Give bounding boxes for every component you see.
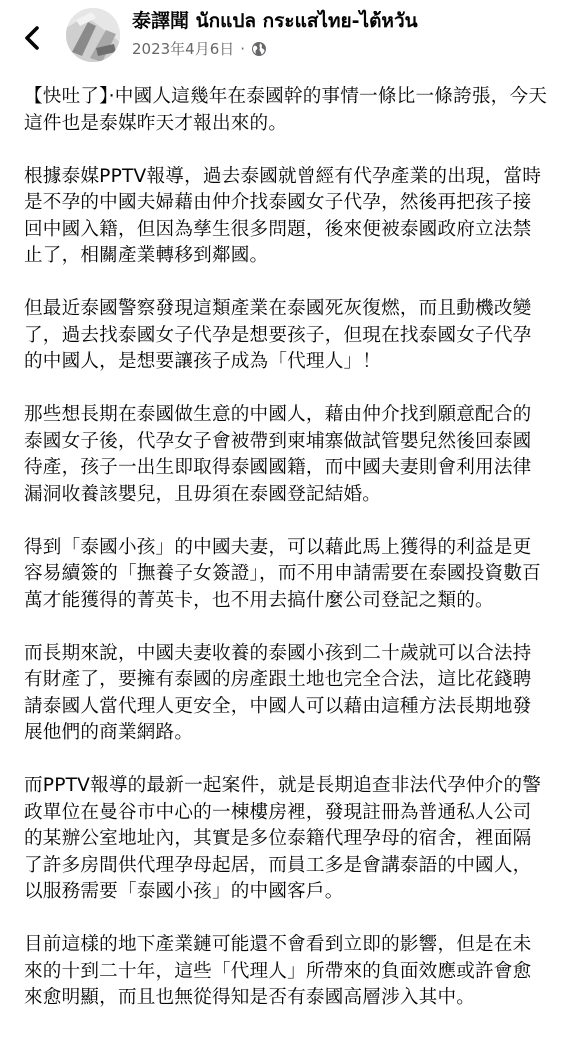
chevron-left-icon (23, 25, 41, 51)
post-paragraph: 根據泰媒PPTV報導，過去泰國就曾經有代孕產業的出現，當時是不孕的中國夫婦藉由仲介找泰國女子代孕，然後再把孩子接回中國入籍，但因為孳生很多問題，後來便被泰國政府立法禁止了，相關產業轉移到鄰國。 (24, 165, 542, 266)
post-paragraph: 目前這樣的地下產業鏈可能還不會看到立即的影響，但是在未來的十到二十年，這些「代理人」所帶來的負面效應或許會愈來愈明顯，而且也無從得知是否有泰國高層涉入其中。 (24, 934, 532, 1008)
post-paragraph: 得到「泰國小孩」的中國夫妻，可以藉此馬上獲得的利益是更容易續簽的「撫養子女簽證」，而不用申請需要在泰國投資數百萬才能獲得的菁英卡，也不用去搞什麼公司登記之類的。 (24, 536, 541, 611)
post-paragraph: 那些想長期在泰國做生意的中國人，藉由仲介找到願意配合的泰國女子後，代孕女子會被帶到柬埔寨做試管嬰兒然後回泰國待產，孩子一出生即取得泰國國籍，而中國夫妻則會利用法律漏洞收養該嬰兒，且毋須在泰國登記結婚。 (24, 404, 532, 505)
globe-icon[interactable] (251, 41, 267, 57)
avatar-image (66, 8, 120, 62)
post-paragraph: 【快吐了】‧中國人這幾年在泰國幹的事情一條比一條誇張，今天這件也是泰媒昨天才報出來的。 (24, 86, 548, 134)
post-meta (132, 38, 267, 60)
page-name[interactable]: 泰譯聞 นักแปล กระแสไทย-ไต้หวัน (132, 10, 418, 32)
post-paragraph: 但最近泰國警察發現這類產業在泰國死灰復燃，而且動機改變了，過去找泰國女子代孕是想要孩子，但現在找泰國女子代孕的中國人，是想要讓孩子成為「代理人」！ (24, 298, 532, 372)
post-body (24, 84, 549, 1038)
post-paragraph: 而PPTV報導的最新一起案件，就是長期追查非法代孕仲介的警政單位在曼谷市中心的一棟樓房裡，發現註冊為普通私人公司的某辦公室地址內，其實是多位泰籍代理孕母的宿舍，裡面隔了許多房間供代理孕母起居，而員工多是會講泰語的中國人，以服務需要「泰國小孩」的中國客戶。 (24, 775, 542, 902)
post-header (0, 0, 567, 70)
post-paragraph: 而長期來說，中國夫妻收養的泰國小孩到二十歲就可以合法持有財產了，要擁有泰國的房產跟土地也完全合法，這比花錢聘請泰國人當代理人更安全，中國人可以藉由這種方法長期地發展他們的商業網路。 (24, 642, 532, 743)
avatar[interactable] (66, 8, 120, 62)
back-button[interactable] (16, 22, 48, 54)
meta-separator: · (240, 40, 246, 58)
post-date[interactable]: 2023年4月6日 (132, 40, 235, 58)
